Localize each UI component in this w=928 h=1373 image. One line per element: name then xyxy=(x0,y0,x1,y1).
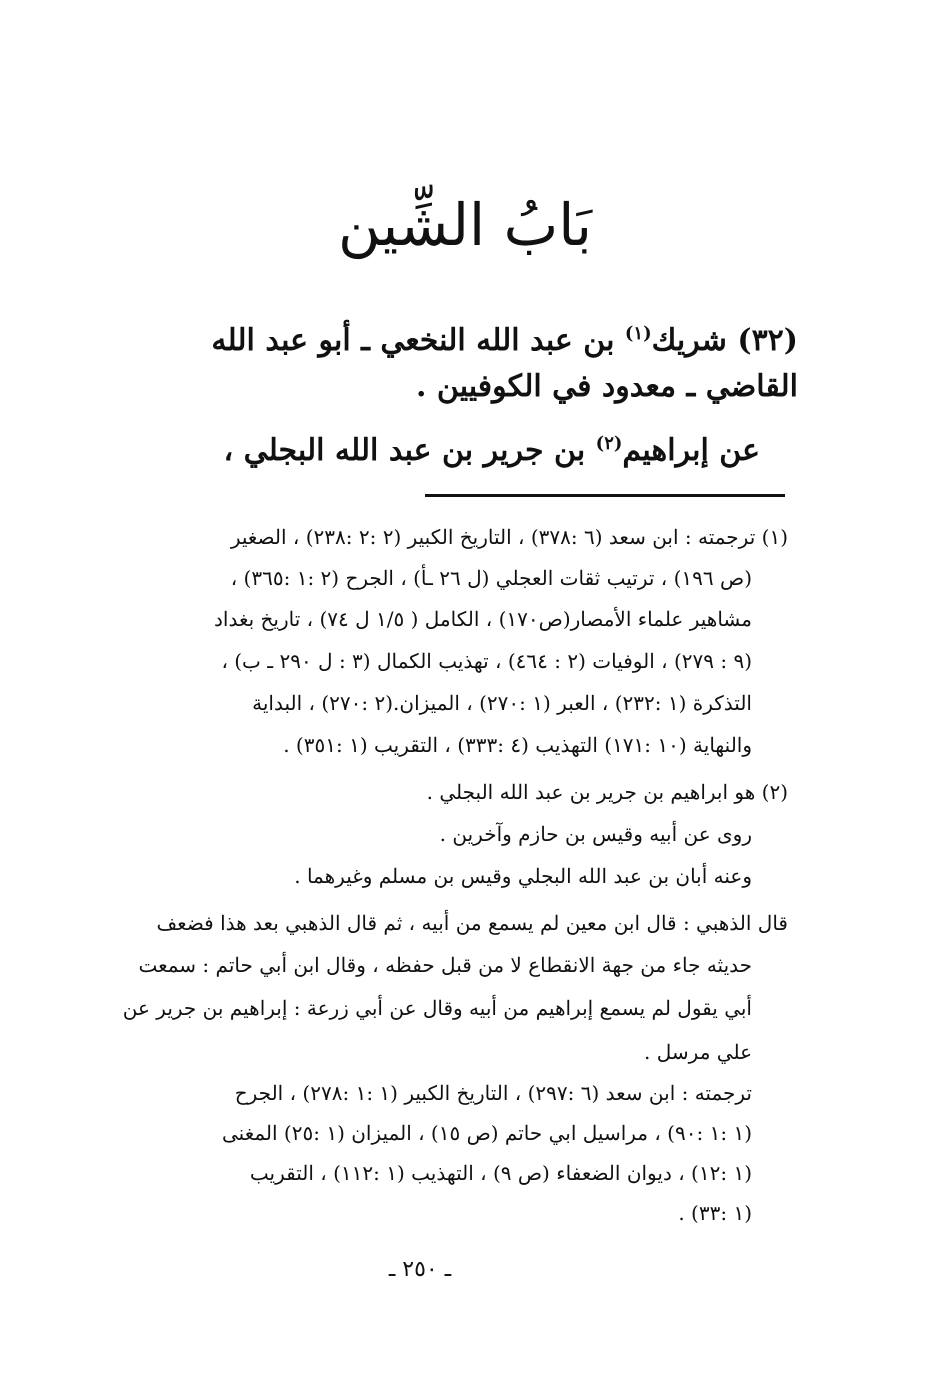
footnote-ref-2[interactable]: (٢) xyxy=(595,433,623,454)
references-line: ترجمته : ابن سعد (٦ :٢٩٧) ، التاريخ الكبير (١ :١ :٢٧٨) ، الجرح xyxy=(234,1081,752,1105)
references-line: (١ :١ :٩٠) ، مراسيل ابي حاتم (ص ١٥) ، الميزان (١ :٢٥) المغنى xyxy=(221,1121,752,1145)
page-number: ـ ٢٥٠ ـ xyxy=(388,1257,452,1282)
footnote-ref-1[interactable]: (١) xyxy=(624,323,652,344)
commentary-line: حديثه جاء من جهة الانقطاع لا من قبل حفظه ، وقال ابن أبي حاتم : سمعت xyxy=(138,953,752,977)
footnote-1-line: (١) ترجمته : ابن سعد (٦ :٣٧٨) ، التاريخ الكبير (٢ :٢ :٢٣٨) ، الصغير xyxy=(230,525,788,549)
entry-teacher: عن إبراهيم xyxy=(622,433,760,468)
footnote-1-line: (٩ : ٢٧٩) ، الوفيات (٢ : ٤٦٤) ، تهذيب الكمال (٣ : ل ٢٩٠ ـ ب) ، xyxy=(221,649,752,673)
footnote-1-line: التذكرة (١ :٢٣٢) ، العبر (١ :٢٧٠) ، الميزان.(٢ :٢٧٠) ، البداية xyxy=(252,691,752,715)
footnote-1-line: مشاهير علماء الأمصار(ص١٧٠) ، الكامل ( ١/٥ ل ٧٤) ، تاريخ بغداد xyxy=(213,607,752,631)
footnote-2-line: روى عن أبيه وقيس بن حازم وآخرين . xyxy=(439,822,752,846)
footnote-2-line: (٢) هو ابراهيم بن جرير بن عبد الله البجلي . xyxy=(426,780,788,804)
footnote-1-line: (ص ١٩٦) ، ترتيب ثقات العجلي (ل ٢٦ ـأ) ، الجرح (٢ :١ :٣٦٥) ، xyxy=(230,566,752,590)
entry-line-3 xyxy=(140,422,760,473)
entry-line-2: القاضي ـ معدود في الكوفيين . xyxy=(415,369,798,404)
footnote-separator xyxy=(425,494,785,497)
references-line: (١ :٣٣) . xyxy=(678,1201,752,1225)
entry-number-and-name: (٣٢) شريك xyxy=(651,323,798,358)
footnote-1-line: والنهاية (١٠ :١٧١) التهذيب (٤ :٣٣٣) ، التقريب (١ :٣٥١) . xyxy=(283,733,752,757)
entry-line-1 xyxy=(118,312,798,363)
entry-teacher-lineage: بن جرير بن عبد الله البجلي ، xyxy=(223,433,596,468)
footnote-2-line: وعنه أبان بن عبد الله البجلي وقيس بن مسلم وغيرهما . xyxy=(294,864,752,888)
commentary-line: قال الذهبي : قال ابن معين لم يسمع من أبيه ، ثم قال الذهبي بعد هذا فضعف xyxy=(156,911,788,935)
entry-lineage: بن عبد الله النخعي ـ أبو عبد الله xyxy=(211,323,625,358)
commentary-line: علي مرسل . xyxy=(644,1040,752,1064)
references-line: (١ :١٢) ، ديوان الضعفاء (ص ٩) ، التهذيب (١ :١١٢) ، التقريب xyxy=(249,1161,752,1185)
chapter-title: بَابُ الشِّين xyxy=(337,191,593,259)
commentary-line: أبي يقول لم يسمع إبراهيم من أبيه وقال عن أبي زرعة : إبراهيم بن جرير عن xyxy=(122,996,752,1020)
